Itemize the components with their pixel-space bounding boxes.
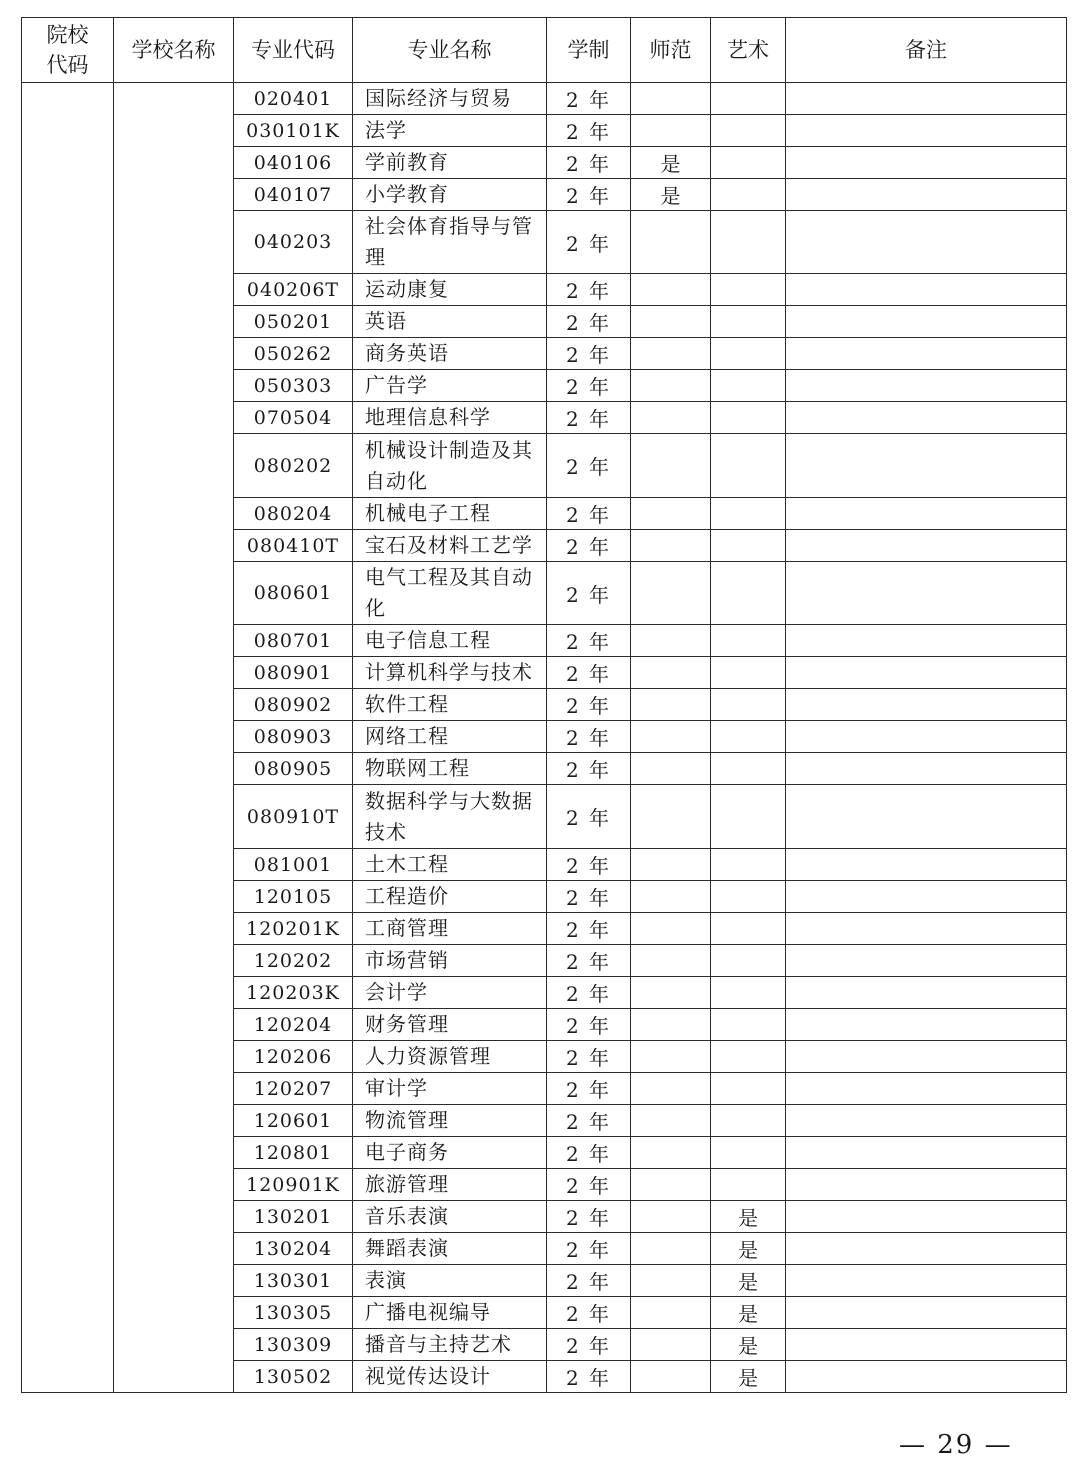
art-flag-cell: 是: [711, 1201, 786, 1233]
remark-cell: [786, 1329, 1067, 1361]
major-name-cell: 物联网工程: [353, 753, 547, 785]
remark-cell: [786, 530, 1067, 562]
major-name-cell: 电子商务: [353, 1137, 547, 1169]
major-code-cell: 120207: [234, 1073, 353, 1105]
major-name-cell: 商务英语: [353, 338, 547, 370]
school-name-cell: [114, 83, 234, 1393]
art-flag-cell: [711, 562, 786, 625]
art-flag-cell: [711, 977, 786, 1009]
major-code-cell: 080903: [234, 721, 353, 753]
duration-cell: 2 年: [547, 115, 631, 147]
normal-flag-cell: [631, 945, 711, 977]
major-code-cell: 040106: [234, 147, 353, 179]
remark-cell: [786, 83, 1067, 115]
remark-cell: [786, 1169, 1067, 1201]
remark-cell: [786, 945, 1067, 977]
duration-cell: 2 年: [547, 1329, 631, 1361]
art-flag-cell: [711, 83, 786, 115]
major-code-cell: 050262: [234, 338, 353, 370]
remark-cell: [786, 849, 1067, 881]
major-name-cell: 法学: [353, 115, 547, 147]
major-name-cell: 学前教育: [353, 147, 547, 179]
remark-cell: [786, 753, 1067, 785]
normal-flag-cell: [631, 83, 711, 115]
major-code-cell: 120901K: [234, 1169, 353, 1201]
major-name-cell: 社会体育指导与管理: [353, 211, 547, 274]
duration-cell: 2 年: [547, 1297, 631, 1329]
normal-flag-cell: [631, 849, 711, 881]
art-flag-cell: [711, 721, 786, 753]
normal-flag-cell: [631, 1137, 711, 1169]
major-code-cell: 120201K: [234, 913, 353, 945]
normal-flag-cell: [631, 274, 711, 306]
normal-flag-cell: [631, 689, 711, 721]
major-name-cell: 视觉传达设计: [353, 1361, 547, 1393]
major-code-cell: 040206T: [234, 274, 353, 306]
major-code-cell: 050201: [234, 306, 353, 338]
art-flag-cell: [711, 849, 786, 881]
major-name-cell: 机械电子工程: [353, 498, 547, 530]
normal-flag-cell: [631, 306, 711, 338]
remark-cell: [786, 977, 1067, 1009]
major-name-cell: 英语: [353, 306, 547, 338]
remark-cell: [786, 1009, 1067, 1041]
major-code-cell: 120204: [234, 1009, 353, 1041]
normal-flag-cell: [631, 211, 711, 274]
remark-cell: [786, 689, 1067, 721]
header-major-code: 专业代码: [234, 18, 353, 83]
major-name-cell: 数据科学与大数据技术: [353, 785, 547, 849]
art-flag-cell: [711, 338, 786, 370]
table-body: [22, 83, 1067, 1393]
table-row: [22, 83, 1067, 115]
duration-cell: 2 年: [547, 1201, 631, 1233]
major-code-cell: 040203: [234, 211, 353, 274]
header-school-name: 学校名称: [114, 18, 234, 83]
art-flag-cell: [711, 785, 786, 849]
art-flag-cell: [711, 753, 786, 785]
duration-cell: 2 年: [547, 1073, 631, 1105]
art-flag-cell: [711, 306, 786, 338]
duration-cell: 2 年: [547, 402, 631, 434]
normal-flag-cell: [631, 370, 711, 402]
major-name-cell: 广播电视编导: [353, 1297, 547, 1329]
major-name-cell: 广告学: [353, 370, 547, 402]
remark-cell: [786, 1297, 1067, 1329]
duration-cell: 2 年: [547, 370, 631, 402]
remark-cell: [786, 1137, 1067, 1169]
duration-cell: 2 年: [547, 498, 631, 530]
major-name-cell: 音乐表演: [353, 1201, 547, 1233]
duration-cell: 2 年: [547, 689, 631, 721]
major-code-cell: 130305: [234, 1297, 353, 1329]
major-code-cell: 030101K: [234, 115, 353, 147]
normal-flag-cell: [631, 338, 711, 370]
duration-cell: 2 年: [547, 1009, 631, 1041]
duration-cell: 2 年: [547, 530, 631, 562]
normal-flag-cell: [631, 530, 711, 562]
header-remark: 备注: [786, 18, 1067, 83]
remark-cell: [786, 147, 1067, 179]
duration-cell: 2 年: [547, 434, 631, 498]
major-code-cell: 080901: [234, 657, 353, 689]
art-flag-cell: [711, 370, 786, 402]
remark-cell: [786, 115, 1067, 147]
art-flag-cell: [711, 498, 786, 530]
major-code-cell: 080410T: [234, 530, 353, 562]
major-name-cell: 机械设计制造及其自动化: [353, 434, 547, 498]
normal-flag-cell: [631, 115, 711, 147]
normal-flag-cell: [631, 1233, 711, 1265]
art-flag-cell: [711, 402, 786, 434]
normal-flag-cell: [631, 498, 711, 530]
art-flag-cell: [711, 274, 786, 306]
normal-flag-cell: [631, 977, 711, 1009]
normal-flag-cell: [631, 1201, 711, 1233]
art-flag-cell: 是: [711, 1361, 786, 1393]
remark-cell: [786, 881, 1067, 913]
duration-cell: 2 年: [547, 657, 631, 689]
major-code-cell: 050303: [234, 370, 353, 402]
major-code-cell: 120105: [234, 881, 353, 913]
header-school-code: 院校代码: [22, 18, 114, 83]
major-code-cell: 080701: [234, 625, 353, 657]
major-code-cell: 070504: [234, 402, 353, 434]
art-flag-cell: [711, 1041, 786, 1073]
art-flag-cell: [711, 657, 786, 689]
major-name-cell: 电子信息工程: [353, 625, 547, 657]
remark-cell: [786, 306, 1067, 338]
normal-flag-cell: [631, 1073, 711, 1105]
major-code-cell: 120202: [234, 945, 353, 977]
remark-cell: [786, 1361, 1067, 1393]
major-code-cell: 130301: [234, 1265, 353, 1297]
duration-cell: 2 年: [547, 977, 631, 1009]
duration-cell: 2 年: [547, 785, 631, 849]
art-flag-cell: [711, 689, 786, 721]
art-flag-cell: 是: [711, 1265, 786, 1297]
major-code-cell: 130204: [234, 1233, 353, 1265]
normal-flag-cell: [631, 402, 711, 434]
major-name-cell: 工程造价: [353, 881, 547, 913]
major-name-cell: 播音与主持艺术: [353, 1329, 547, 1361]
remark-cell: [786, 913, 1067, 945]
duration-cell: 2 年: [547, 306, 631, 338]
major-name-cell: 运动康复: [353, 274, 547, 306]
art-flag-cell: [711, 147, 786, 179]
normal-flag-cell: [631, 625, 711, 657]
remark-cell: [786, 274, 1067, 306]
art-flag-cell: [711, 881, 786, 913]
normal-flag-cell: [631, 1297, 711, 1329]
art-flag-cell: [711, 1073, 786, 1105]
major-code-cell: 080902: [234, 689, 353, 721]
major-code-cell: 020401: [234, 83, 353, 115]
major-name-cell: 市场营销: [353, 945, 547, 977]
duration-cell: 2 年: [547, 1233, 631, 1265]
normal-flag-cell: [631, 1041, 711, 1073]
duration-cell: 2 年: [547, 945, 631, 977]
art-flag-cell: [711, 434, 786, 498]
remark-cell: [786, 657, 1067, 689]
remark-cell: [786, 1041, 1067, 1073]
normal-flag-cell: [631, 1361, 711, 1393]
major-code-cell: 120601: [234, 1105, 353, 1137]
remark-cell: [786, 211, 1067, 274]
normal-flag-cell: [631, 1169, 711, 1201]
normal-flag-cell: [631, 562, 711, 625]
major-name-cell: 财务管理: [353, 1009, 547, 1041]
duration-cell: 2 年: [547, 274, 631, 306]
normal-flag-cell: 是: [631, 147, 711, 179]
duration-cell: 2 年: [547, 1169, 631, 1201]
normal-flag-cell: 是: [631, 179, 711, 211]
duration-cell: 2 年: [547, 849, 631, 881]
art-flag-cell: [711, 1009, 786, 1041]
header-normal: 师范: [631, 18, 711, 83]
art-flag-cell: 是: [711, 1297, 786, 1329]
art-flag-cell: 是: [711, 1329, 786, 1361]
duration-cell: 2 年: [547, 1041, 631, 1073]
remark-cell: [786, 562, 1067, 625]
art-flag-cell: [711, 115, 786, 147]
duration-cell: 2 年: [547, 913, 631, 945]
major-name-cell: 国际经济与贸易: [353, 83, 547, 115]
major-name-cell: 土木工程: [353, 849, 547, 881]
major-code-cell: 080905: [234, 753, 353, 785]
major-name-cell: 舞蹈表演: [353, 1233, 547, 1265]
art-flag-cell: [711, 211, 786, 274]
remark-cell: [786, 785, 1067, 849]
major-code-cell: 040107: [234, 179, 353, 211]
normal-flag-cell: [631, 1105, 711, 1137]
major-code-cell: 120206: [234, 1041, 353, 1073]
duration-cell: 2 年: [547, 338, 631, 370]
major-code-cell: 080204: [234, 498, 353, 530]
major-code-cell: 080601: [234, 562, 353, 625]
art-flag-cell: [711, 1169, 786, 1201]
school-code-cell: [22, 83, 114, 1393]
duration-cell: 2 年: [547, 147, 631, 179]
duration-cell: 2 年: [547, 1265, 631, 1297]
major-name-cell: 宝石及材料工艺学: [353, 530, 547, 562]
remark-cell: [786, 1201, 1067, 1233]
remark-cell: [786, 721, 1067, 753]
major-code-cell: 081001: [234, 849, 353, 881]
major-code-cell: 130502: [234, 1361, 353, 1393]
normal-flag-cell: [631, 1265, 711, 1297]
remark-cell: [786, 179, 1067, 211]
remark-cell: [786, 402, 1067, 434]
remark-cell: [786, 434, 1067, 498]
major-name-cell: 会计学: [353, 977, 547, 1009]
remark-cell: [786, 1265, 1067, 1297]
duration-cell: 2 年: [547, 562, 631, 625]
duration-cell: 2 年: [547, 1137, 631, 1169]
normal-flag-cell: [631, 1009, 711, 1041]
major-name-cell: 软件工程: [353, 689, 547, 721]
normal-flag-cell: [631, 1329, 711, 1361]
major-name-cell: 审计学: [353, 1073, 547, 1105]
normal-flag-cell: [631, 657, 711, 689]
art-flag-cell: [711, 530, 786, 562]
duration-cell: 2 年: [547, 625, 631, 657]
remark-cell: [786, 370, 1067, 402]
major-name-cell: 人力资源管理: [353, 1041, 547, 1073]
major-name-cell: 旅游管理: [353, 1169, 547, 1201]
major-name-cell: 小学教育: [353, 179, 547, 211]
major-code-cell: 120801: [234, 1137, 353, 1169]
major-code-cell: 130201: [234, 1201, 353, 1233]
major-table: [21, 17, 1067, 1393]
major-code-cell: 130309: [234, 1329, 353, 1361]
major-name-cell: 物流管理: [353, 1105, 547, 1137]
duration-cell: 2 年: [547, 83, 631, 115]
major-name-cell: 电气工程及其自动化: [353, 562, 547, 625]
normal-flag-cell: [631, 753, 711, 785]
duration-cell: 2 年: [547, 211, 631, 274]
art-flag-cell: [711, 945, 786, 977]
duration-cell: 2 年: [547, 881, 631, 913]
normal-flag-cell: [631, 785, 711, 849]
remark-cell: [786, 1073, 1067, 1105]
normal-flag-cell: [631, 913, 711, 945]
remark-cell: [786, 625, 1067, 657]
art-flag-cell: [711, 913, 786, 945]
header-major-name: 专业名称: [353, 18, 547, 83]
art-flag-cell: [711, 1137, 786, 1169]
major-code-cell: 080910T: [234, 785, 353, 849]
major-name-cell: 表演: [353, 1265, 547, 1297]
art-flag-cell: 是: [711, 1233, 786, 1265]
major-name-cell: 工商管理: [353, 913, 547, 945]
table-header-row: [22, 18, 1067, 83]
remark-cell: [786, 498, 1067, 530]
art-flag-cell: [711, 625, 786, 657]
major-code-cell: 120203K: [234, 977, 353, 1009]
remark-cell: [786, 1233, 1067, 1265]
art-flag-cell: [711, 1105, 786, 1137]
major-name-cell: 地理信息科学: [353, 402, 547, 434]
remark-cell: [786, 338, 1067, 370]
normal-flag-cell: [631, 881, 711, 913]
art-flag-cell: [711, 179, 786, 211]
major-code-cell: 080202: [234, 434, 353, 498]
duration-cell: 2 年: [547, 1361, 631, 1393]
major-name-cell: 网络工程: [353, 721, 547, 753]
normal-flag-cell: [631, 721, 711, 753]
normal-flag-cell: [631, 434, 711, 498]
major-name-cell: 计算机科学与技术: [353, 657, 547, 689]
duration-cell: 2 年: [547, 721, 631, 753]
remark-cell: [786, 1105, 1067, 1137]
header-duration: 学制: [547, 18, 631, 83]
page-number: — 29 —: [899, 1430, 1013, 1460]
header-art: 艺术: [711, 18, 786, 83]
duration-cell: 2 年: [547, 179, 631, 211]
duration-cell: 2 年: [547, 753, 631, 785]
duration-cell: 2 年: [547, 1105, 631, 1137]
